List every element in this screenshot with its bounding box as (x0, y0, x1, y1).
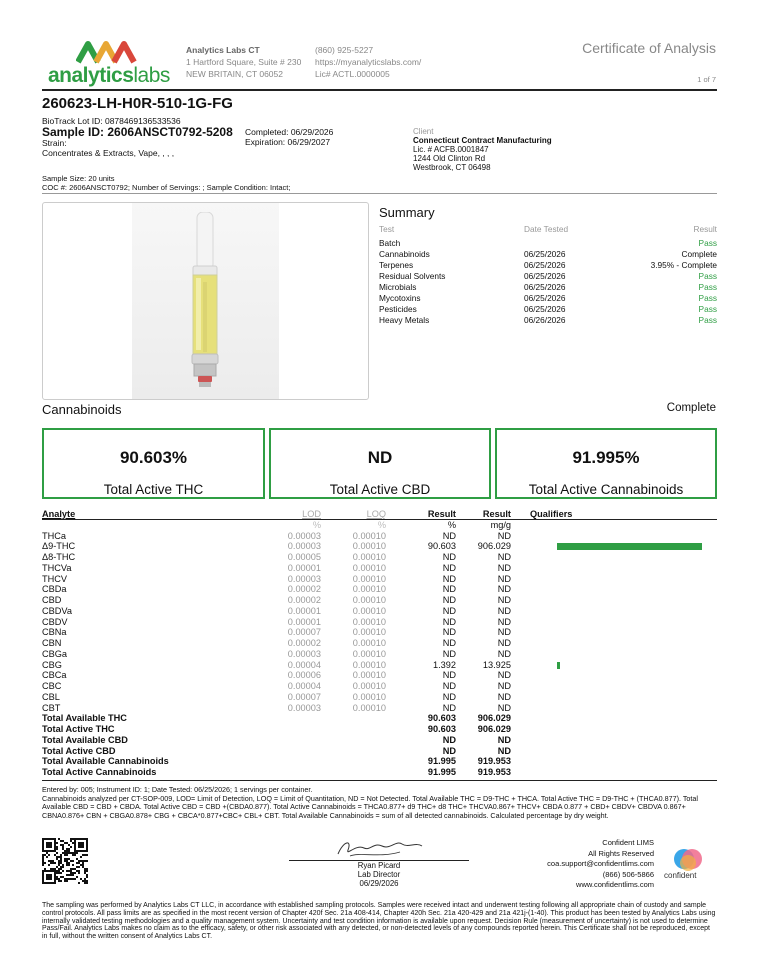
analyte-qualifiers (511, 606, 717, 617)
unit-result-pct: % (447, 519, 456, 530)
analyte-result-mg: ND (497, 530, 511, 541)
analyte-lod: 0.00003 (287, 541, 321, 552)
summary-date: 06/25/2026 (524, 282, 566, 292)
summary-result: Pass (698, 271, 717, 281)
method-notes (42, 786, 717, 820)
kpi-value: 90.603% (119, 448, 188, 467)
cannabinoids-status: Complete (666, 402, 716, 414)
table-row (42, 563, 717, 574)
analyte-loq: 0.00010 (352, 648, 386, 659)
total-row (42, 735, 717, 746)
kpi-value: 91.995% (572, 448, 640, 467)
lims-name: Confident LIMS (602, 838, 654, 847)
client-address-line2: Westbrook, CT 06498 (413, 163, 491, 172)
analyte-result-mg: ND (497, 638, 511, 648)
total-result-mg: 906.029 (477, 724, 511, 734)
col-result-pct: Result (427, 509, 456, 519)
kpi-label: Total Active THC (103, 482, 204, 497)
unit-result-mg: mg/g (490, 519, 511, 530)
table-row (42, 703, 717, 714)
header-divider (42, 89, 717, 91)
analyte-result-pct: ND (442, 562, 456, 573)
total-name: Total Active CBD (42, 745, 116, 756)
client-address-line1: 1244 Old Clinton Rd (413, 154, 486, 163)
summary-test: Terpenes (379, 260, 414, 270)
total-result-pct: 90.603 (427, 724, 456, 734)
summary-row (379, 282, 717, 293)
table-row (42, 617, 717, 628)
table-row (42, 692, 717, 703)
analyte-qualifiers (511, 638, 717, 649)
analyte-name: CBL (42, 691, 60, 702)
summary-header-row (379, 224, 717, 235)
analyte-result-mg: ND (497, 627, 511, 638)
analyte-result-pct: ND (442, 670, 456, 681)
summary-row (379, 260, 717, 271)
analyte-lod: 0.00003 (287, 702, 321, 713)
analyte-name: Δ8-THC (42, 552, 76, 562)
analyte-result-pct: ND (442, 638, 456, 648)
kpi-value: ND (367, 448, 393, 467)
analyte-name: THCa (42, 530, 66, 541)
analyte-result-mg: 906.029 (477, 541, 511, 552)
total-name: Total Active Cannabinoids (42, 767, 157, 777)
analyte-lod: 0.00006 (287, 670, 321, 681)
lab-license: Lic# ACTL.0000005 (315, 69, 390, 79)
analyte-qualifiers (511, 681, 717, 692)
total-name: Total Available Cannabinoids (42, 756, 169, 767)
analyte-result-pct: ND (442, 616, 456, 627)
lab-info (186, 44, 301, 80)
summary-result: Pass (698, 293, 717, 303)
section-divider (42, 193, 717, 194)
lab-address-line2: NEW BRITAIN, CT 06052 (186, 69, 283, 79)
analyte-table (42, 509, 717, 778)
analyte-qualifiers (511, 531, 717, 542)
analyte-result-bar (557, 543, 702, 550)
lims-rights: All Rights Reserved (588, 848, 654, 858)
analyte-lod: 0.00003 (287, 648, 321, 659)
summary-row (379, 304, 717, 315)
sample-dates (245, 127, 333, 147)
summary-col-date: Date Tested (524, 224, 569, 234)
analyte-table-header (42, 509, 717, 520)
summary-title: Summary (379, 205, 435, 220)
analyte-name: CBDa (42, 584, 67, 595)
lims-website-link[interactable]: www.confidentlims.com (576, 880, 654, 889)
total-name: Total Available CBD (42, 734, 128, 745)
analyte-lod: 0.00002 (287, 584, 321, 595)
client-license: Lic. # ACFB.0001847 (413, 145, 489, 154)
summary-test: Pesticides (379, 304, 417, 314)
summary-table (379, 224, 717, 326)
signer-date: 06/29/2026 (359, 878, 399, 888)
analyte-result-mg: ND (497, 702, 511, 713)
summary-col-result: Result (693, 224, 717, 234)
qr-code[interactable] (42, 838, 88, 884)
summary-date: 06/25/2026 (524, 249, 566, 259)
summary-test: Batch (379, 238, 401, 248)
analyte-result-pct: ND (442, 552, 456, 562)
analyte-loq: 0.00010 (352, 691, 386, 702)
analyte-result-pct: ND (442, 573, 456, 584)
lab-phone: (860) 925-5227 (315, 45, 374, 55)
summary-result: Pass (698, 315, 717, 325)
client-label: Client (413, 127, 434, 136)
analyte-lod: 0.00007 (287, 627, 321, 638)
summary-row (379, 293, 717, 304)
analyte-result-pct: ND (442, 530, 456, 541)
analyte-result-mg: ND (497, 552, 511, 562)
analyte-loq: 0.00010 (352, 562, 386, 573)
total-result-pct: 91.995 (427, 767, 456, 777)
lims-email-link[interactable]: coa.support@confidentlims.com (547, 859, 654, 868)
analyte-result-mg: 13.925 (482, 659, 511, 670)
summary-result: Pass (698, 238, 717, 248)
total-row (42, 746, 717, 757)
analyte-result-mg: ND (497, 562, 511, 573)
analyte-lod: 0.00005 (287, 552, 321, 562)
analyte-name: CBG (42, 659, 62, 670)
analyte-result-mg: ND (497, 681, 511, 691)
lims-phone: (866) 506-5866 (602, 869, 654, 879)
analyte-result-pct: ND (442, 702, 456, 713)
col-analyte: Analyte (42, 509, 76, 519)
completed-date: Completed: 06/29/2026 (245, 127, 334, 137)
lab-website-link[interactable]: https://myanalyticslabs.com/ (315, 57, 422, 67)
summary-date: 06/25/2026 (524, 293, 566, 303)
analyte-name: CBDVa (42, 605, 72, 616)
analyte-result-pct: ND (442, 691, 456, 702)
analyte-qualifiers (511, 649, 717, 660)
analyte-result-pct: ND (442, 627, 456, 638)
analyte-name: CBNa (42, 627, 67, 638)
analyte-name: Δ9-THC (42, 541, 76, 552)
lims-info (547, 838, 654, 891)
table-row (42, 552, 717, 563)
coc-line: COC #: 2606ANSCT0792; Number of Servings: ; Sample Condition: Intact; (42, 182, 291, 192)
total-result-mg: 906.029 (477, 713, 511, 724)
analyte-loq: 0.00010 (352, 638, 386, 648)
analyte-result-mg: ND (497, 595, 511, 605)
summary-date: 06/25/2026 (524, 260, 566, 270)
analyte-lod: 0.00001 (287, 605, 321, 616)
unit-lod: % (312, 519, 321, 530)
analyte-name: CBN (42, 638, 62, 648)
analyte-lod: 0.00003 (287, 530, 321, 541)
table-row (42, 660, 717, 671)
cannabinoids-title: Cannabinoids (42, 402, 122, 417)
summary-result: 3.95% - Complete (650, 260, 717, 270)
total-row (42, 713, 717, 724)
kpi-total-active-cbd (269, 428, 491, 499)
table-row (42, 681, 717, 692)
total-result-pct: 90.603 (427, 713, 456, 724)
entered-by-note: Entered by: 005; Instrument ID: 1; Date Tested: 06/25/2026; 1 servings per container. (42, 785, 313, 794)
summary-col-test: Test (379, 224, 395, 234)
total-row (42, 756, 717, 767)
total-name: Total Active THC (42, 724, 115, 734)
document-title: Certificate of Analysis (582, 40, 716, 56)
analyte-name: CBDV (42, 616, 68, 627)
analyte-qualifiers (511, 563, 717, 574)
analyte-loq: 0.00010 (352, 584, 386, 595)
analyte-lod: 0.00003 (287, 573, 321, 584)
analyte-loq: 0.00010 (352, 659, 386, 670)
kpi-total-active-thc (42, 428, 265, 499)
analyte-result-pct: ND (442, 595, 456, 605)
total-result-mg: 919.953 (477, 756, 511, 767)
analyte-result-pct: ND (442, 681, 456, 691)
signer-title: Lab Director (357, 869, 401, 879)
client-name: Connecticut Contract Manufacturing (413, 136, 552, 145)
sample-conditions (42, 175, 290, 192)
col-lod: LOD (302, 509, 321, 519)
analyte-units-row (42, 520, 717, 531)
sample-id: Sample ID: 2606ANSCT0792-5208 (42, 125, 233, 139)
biotrack-lot-id: BioTrack Lot ID: 0878469136533536 (42, 116, 181, 126)
analyte-result-mg: ND (497, 605, 511, 616)
table-row (42, 531, 717, 542)
analyte-loq: 0.00010 (352, 616, 386, 627)
total-result-mg: ND (497, 745, 511, 756)
sample-size: Sample Size: 20 units (42, 174, 115, 183)
kpi-label: Total Active CBD (329, 482, 431, 497)
summary-result: Pass (698, 304, 717, 314)
signer-name: Ryan Picard (357, 861, 401, 870)
total-result-pct: 91.995 (427, 756, 456, 767)
summary-row (379, 271, 717, 282)
total-result-mg: 919.953 (477, 767, 511, 777)
total-row (42, 767, 717, 778)
confident-logo-text: confident (664, 871, 697, 880)
director-signature (330, 836, 430, 862)
analyte-result-mg: ND (497, 670, 511, 681)
analyte-loq: 0.00010 (352, 605, 386, 616)
page-number: 1 of 7 (697, 75, 716, 84)
strain-info (42, 139, 174, 158)
analytics-labs-logo-mark (76, 38, 140, 64)
summary-date: 06/26/2026 (524, 315, 566, 325)
analyte-qualifiers (511, 692, 717, 703)
confident-logo-icon (668, 846, 708, 872)
total-row (42, 724, 717, 735)
col-result-mg: Result (482, 509, 511, 519)
analyte-qualifiers (511, 552, 717, 563)
unit-qualifiers (511, 520, 717, 531)
analyte-result-mg: ND (497, 584, 511, 595)
summary-test: Heavy Metals (379, 315, 430, 325)
total-result-mg: ND (497, 734, 511, 745)
table-row (42, 541, 717, 552)
strain-label: Strain: (42, 138, 67, 148)
expiration-date: Expiration: 06/29/2027 (245, 137, 331, 147)
summary-test: Mycotoxins (379, 293, 421, 303)
summary-test: Residual Solvents (379, 271, 446, 281)
summary-result: Pass (698, 282, 717, 292)
analyte-loq: 0.00010 (352, 552, 386, 562)
signer-block (289, 862, 469, 888)
total-name: Total Available THC (42, 713, 127, 724)
summary-date: 06/25/2026 (524, 304, 566, 314)
analyte-qualifiers (511, 660, 717, 671)
analyte-loq: 0.00010 (352, 702, 386, 713)
analyte-name: CBCa (42, 670, 67, 681)
analyte-lod: 0.00002 (287, 638, 321, 648)
analyte-loq: 0.00010 (352, 627, 386, 638)
analyte-result-pct: 90.603 (427, 541, 456, 552)
analyte-name: CBT (42, 702, 61, 713)
client-info (413, 127, 552, 172)
lab-contact (315, 44, 421, 80)
analytics-labs-logo-text: analyticslabs (48, 64, 170, 87)
table-row (42, 649, 717, 660)
table-row (42, 627, 717, 638)
summary-row (379, 238, 717, 249)
legal-disclaimer: The sampling was performed by Analytics Labs CT LLC, in accordance with established sampling protocols. Samples were received intact and underwent testing following all appropriate chain of custody and sample control protocols. All pass limits are as specified in the most recent version of Chapter 420f Sec. 21a 408-414, Chapter 420h Sec. 21a 420-429 and 21a 421j-(1-40). This product has been tested by Analytics Labs using internally validated testing methodologies and a quality management system. Uncertainty and test condition information is available upon request. Decision Rule (measurement of uncertainty) is not used to determine Pass/Fail. Analytics Labs makes no claim as to the efficacy, safety, or other risk associated with any detected, or non-detected levels of any compounds reported herein. This Certificate shall not be reproduced, except in full, without the written consent of Analytics Labs CT. (42, 902, 716, 941)
analyte-qualifiers (511, 703, 717, 714)
analyte-result-pct: ND (442, 584, 456, 595)
analyte-name: THCVa (42, 562, 72, 573)
analyte-qualifiers (511, 617, 717, 628)
analyte-qualifiers (511, 584, 717, 595)
analyte-result-mg: ND (497, 648, 511, 659)
analyte-result-mg: ND (497, 573, 511, 584)
analyte-name: CBC (42, 681, 62, 691)
analyte-result-mg: ND (497, 691, 511, 702)
table-row (42, 638, 717, 649)
analyte-lod: 0.00002 (287, 595, 321, 605)
analyte-name: THCV (42, 573, 68, 584)
analyte-result-bar (557, 662, 560, 669)
table-row (42, 606, 717, 617)
table-row (42, 584, 717, 595)
analyte-name: CBD (42, 595, 62, 605)
analyte-loq: 0.00010 (352, 530, 386, 541)
analyte-loq: 0.00010 (352, 573, 386, 584)
analyte-qualifiers (511, 627, 717, 638)
unit-analyte (42, 520, 218, 531)
analyte-qualifiers (511, 574, 717, 585)
analyte-result-mg: ND (497, 616, 511, 627)
summary-test: Cannabinoids (379, 249, 430, 259)
analyte-qualifiers (511, 670, 717, 681)
analyte-lod: 0.00004 (287, 659, 321, 670)
total-result-pct: ND (442, 745, 456, 756)
table-row (42, 595, 717, 606)
analyte-loq: 0.00010 (352, 670, 386, 681)
col-qualifiers: Qualifiers (530, 509, 573, 519)
summary-row (379, 315, 717, 326)
analyte-result-pct: ND (442, 605, 456, 616)
batch-title: 260623-LH-H0R-510-1G-FG (42, 95, 233, 112)
analyte-lod: 0.00004 (287, 681, 321, 691)
table-bottom-rule (42, 780, 717, 781)
analyte-lod: 0.00001 (287, 616, 321, 627)
unit-loq: % (377, 519, 386, 530)
summary-result: Complete (681, 249, 717, 259)
analyte-loq: 0.00010 (352, 541, 386, 552)
lab-name: Analytics Labs CT (186, 45, 260, 55)
vape-cartridge-image (180, 212, 230, 392)
analyte-qualifiers (511, 595, 717, 606)
summary-date (524, 238, 624, 249)
total-result-pct: ND (442, 734, 456, 745)
table-row (42, 574, 717, 585)
analyte-result-pct: ND (442, 648, 456, 659)
analyte-lod: 0.00001 (287, 562, 321, 573)
analyte-loq: 0.00010 (352, 681, 386, 691)
analyte-result-pct: 1.392 (433, 659, 456, 670)
analyte-lod: 0.00007 (287, 691, 321, 702)
summary-test: Microbials (379, 282, 417, 292)
col-loq: LOQ (366, 509, 386, 519)
lab-address-line1: 1 Hartford Square, Suite # 230 (186, 57, 302, 67)
kpi-total-active-cannabinoids (495, 428, 717, 499)
summary-row (379, 249, 717, 260)
summary-date: 06/25/2026 (524, 271, 566, 281)
kpi-label: Total Active Cannabinoids (528, 482, 684, 497)
sample-category: Concentrates & Extracts, Vape, , , , (42, 147, 175, 158)
analyte-name: CBGa (42, 648, 68, 659)
table-row (42, 670, 717, 681)
analyte-loq: 0.00010 (352, 595, 386, 605)
method-note: Cannabinoids analyzed per CT-SOP-009, LOD= Limit of Detection, LOQ = Limit of Quantitation, ND = Not Detected. Total Available THC = D9-THC + THCA. Total Active THC = D9-THC + (THCA0.877). Total Available CBD = CBD + CBDA. Total Active CBD = CBD +(CBDA0.877). Total Active Cannabinoids = THCA0.877+ d9 THC+ d8 THC+ THCVA0.867+ THCV+ CBDA 0.877 + CBD+ CBDV+ CBDVA 0.867+ CBNA0.876+ CBN + CBGA0.878+ CBG + CBCA*0.877+CBC+ CBL+ CBT. Total Available Cannabinoids = sum of all detected cannabinoids. Calculated percentage by dry weight. (42, 793, 699, 820)
